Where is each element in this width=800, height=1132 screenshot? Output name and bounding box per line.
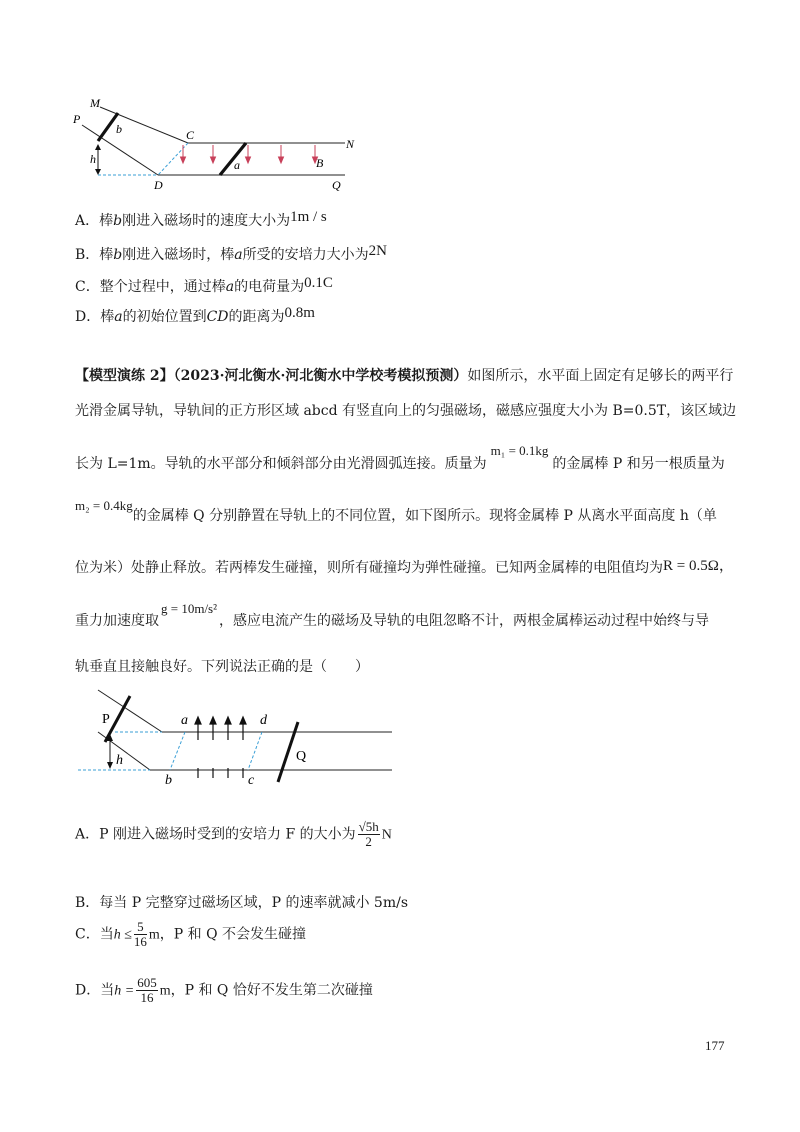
page-number: 177 [705, 1038, 725, 1053]
q2-line-1: 【模型演练 2】（2023·河北衡水·河北衡水中学校考模拟预测）如图所示，水平面上固定有足够长的两平行 [75, 368, 734, 384]
figure-rail-diagram-1 [70, 95, 370, 195]
label-h: h [116, 753, 123, 768]
label-d: d [260, 713, 267, 728]
label-P: P [73, 112, 81, 126]
q1-option-c: C．整个过程中，通过棒a的电荷量为0.1C [75, 275, 333, 295]
q1-option-b: B．棒b刚进入磁场时，棒a所受的安培力大小为2N [75, 243, 387, 263]
figure-rail-diagram-2 [70, 682, 400, 792]
label-P: P [102, 712, 110, 727]
q2-line-4: m₂ = 0.4kg的金属棒 Q 分别静置在导轨上的不同位置，如下图所示。现将金属棒 P 从离水平面高度 h（单 [75, 498, 717, 524]
q2-line-3: 长为 L=1m。导轨的水平部分和倾斜部分由光滑圆弧连接。质量为m₁ = 0.1kg的金属棒 P 和另一根质量为 [75, 443, 725, 472]
label-M: M [90, 96, 100, 110]
q1-option-d: D．棒a的初始位置到CD的距离为0.8m [75, 305, 315, 325]
q2-option-b: B．每当 P 完整穿过磁场区域，P 的速率就减小 5m/s [75, 895, 409, 911]
q2-line-5: 位为米）处静止释放。若两棒发生碰撞，则所有碰撞均为弹性碰撞。已知两金属棒的电阻值均为R = 0.5Ω， [75, 558, 734, 576]
q2-option-a-fraction: $\frac{√5h}{2}$ [358, 819, 379, 849]
q2-option-c: C．当h ≤ $\frac{5}{16}$ m，P 和 Q 不会发生碰撞 [75, 919, 307, 949]
label-B: B [316, 156, 324, 170]
q2-source: （2023·河北衡水·河北衡水中学校考模拟预测） [173, 368, 468, 384]
label-D: D [154, 178, 163, 192]
q1-option-a: A．棒b刚进入磁场时的速度大小为1m / s [75, 209, 327, 229]
label-N: N [346, 137, 355, 151]
q2-option-a: A．P 刚进入磁场时受到的安培力 F 的大小为 $\frac{√5h}{2}$ N [75, 819, 392, 849]
label-Q: Q [296, 749, 307, 764]
label-h: h [90, 152, 96, 166]
label-C: C [186, 128, 195, 142]
q2-line-6: 重力加速度取g = 10m/s²，感应电流产生的磁场及导轨的电阻忽略不计，两根金属棒运动过程中始终与导 [75, 601, 710, 629]
label-a: a [234, 158, 240, 172]
q2-option-d: D．当h = $\frac{605}{16}$ m，P 和 Q 恰好不发生第二次碰撞 [75, 975, 373, 1005]
q2-line-7: 轨垂直且接触良好。下列说法正确的是（ ） [75, 659, 369, 675]
q2-option-d-fraction: $\frac{605}{16}$ [137, 975, 157, 1005]
label-a: a [181, 713, 188, 728]
label-Q: Q [332, 178, 341, 192]
label-c: c [248, 773, 255, 788]
q2-tag: 【模型演练 2】 [75, 368, 174, 384]
q2-option-c-fraction: $\frac{5}{16}$ [133, 919, 147, 949]
q2-line-2: 光滑金属导轨，导轨间的正方形区域 abcd 有竖直向上的匀强磁场，磁感应强度大小为 B=0.5T，该区域边 [75, 403, 737, 419]
label-b: b [165, 773, 172, 788]
label-b: b [116, 122, 122, 136]
